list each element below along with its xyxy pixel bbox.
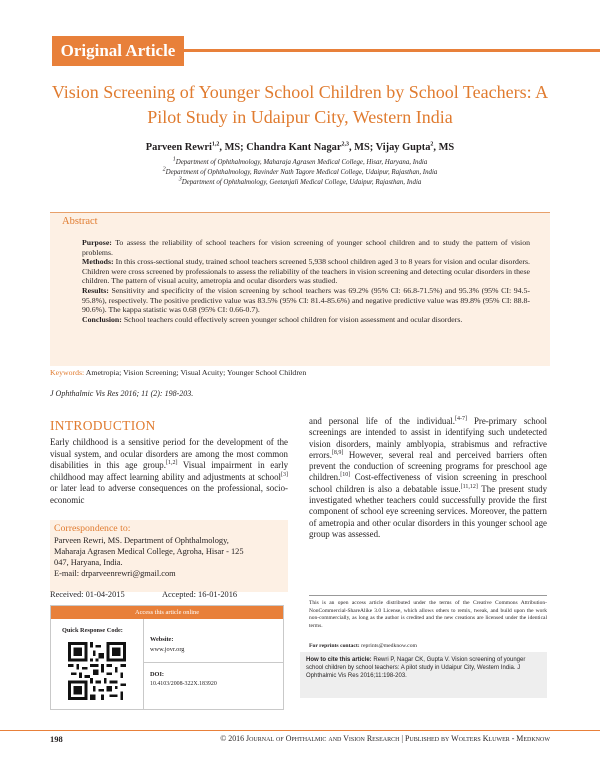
how-to-cite-box bbox=[300, 652, 547, 698]
how-to-cite-body: Rewri P, Nagar CK, Gupta V. Vision screening of younger school children by school teachers: A pilot study in Udaipur City, Western India. J Ophthalmic Vis Res 2016;11:198-203. bbox=[306, 657, 526, 680]
reference-marker: [8,9] bbox=[331, 449, 344, 456]
doi-link[interactable]: 10.4103/2008-322X.183920 bbox=[150, 681, 217, 687]
correspondence-heading: Correspondence to: bbox=[54, 523, 131, 534]
journal-citation: J Ophthalmic Vis Res 2016; 11 (2): 198-203. bbox=[50, 389, 194, 398]
results-text: Sensitivity and specificity of the vision screening by school teachers was 69.2% (95% CI: 66.8-71.5%) and 95.3% (95% CI: 94.5-95.8%), respectively. The positive predictive value was 83.5% (95% CI: 81.4-85.6%) and negative predictive value was 89.8% (95% CI: 88.8-90.6%). The kappa statistic was 0.68 (95% CI: 0.66-0.7). bbox=[82, 285, 530, 315]
affiliation-sup: 1 bbox=[172, 156, 176, 163]
author-name: Parveen Rewri bbox=[145, 142, 212, 153]
author-degree: , MS; bbox=[219, 142, 247, 153]
purpose-label: Purpose: bbox=[82, 238, 112, 247]
reference-marker: [10] bbox=[340, 472, 351, 479]
reference-marker: [3] bbox=[281, 471, 288, 478]
intro-text: However, several real and perceived barriers often prevent the conduction of screening programs for preschool age children. bbox=[309, 449, 547, 483]
correspondence-body bbox=[54, 535, 286, 579]
header-rule bbox=[184, 49, 600, 52]
introduction-paragraph bbox=[50, 437, 288, 507]
methods-text: In this cross-sectional study, trained school teachers screened 5,938 school children aged 3 to 8 years for vision and ocular disorders. Children were cross screened by professionals to assess the reliability of the teachers in vision screening and detecting ocular disorders in these children. The pattern of visual acuity, ametropia and ocular disorders was studied. bbox=[82, 257, 530, 286]
affiliation-text: Department of Ophthalmology, Maharaja Agrasen Medical College, Hisar, Haryana, India bbox=[175, 159, 428, 166]
how-to-cite-label: How to cite this article: bbox=[306, 657, 372, 663]
received-date: Received: 01-04-2015 bbox=[50, 590, 125, 599]
keywords-text: Ametropia; Vision Screening; Visual Acuity; Younger School Children bbox=[85, 368, 307, 377]
intro-text: Visual impairment in early childhood may affect learning ability and adjustments at school bbox=[50, 460, 289, 482]
author-name: Vijay Gupta bbox=[375, 142, 431, 153]
conclusion-label: Conclusion: bbox=[82, 314, 122, 324]
affiliation bbox=[40, 168, 560, 178]
correspondence-email: E-mail: drparveenrewri@gmail.com bbox=[54, 569, 176, 578]
affiliation-list bbox=[40, 158, 560, 188]
online-access-box bbox=[50, 605, 284, 710]
open-access-notice: This is an open access article distributed under the terms of the Creative Commons Attribution-NonCommercial-ShareAlike 3.0 License, which allows others to remix, tweak, and build upon the work non-commercially, as long as the author is credited and the new creations are licensed under the identical terms. bbox=[309, 600, 547, 629]
author-list bbox=[40, 142, 560, 153]
affiliation bbox=[40, 158, 560, 168]
correspondence-box bbox=[50, 520, 288, 592]
article-type-badge: Original Article bbox=[52, 36, 184, 66]
abstract-panel bbox=[50, 212, 550, 366]
reference-marker: [4-7] bbox=[455, 416, 467, 423]
correspondence-line: Parveen Rewri, MS. Department of Ophthalmology, bbox=[54, 536, 229, 545]
affiliation bbox=[40, 178, 560, 188]
author-affil-sup: 2,3 bbox=[341, 141, 349, 148]
doi-label: DOI: bbox=[150, 671, 164, 678]
results-label: Results: bbox=[82, 285, 109, 295]
box-divider bbox=[143, 662, 283, 663]
keywords-label: Keywords: bbox=[50, 368, 85, 377]
correspondence-line: Maharaja Agrasen Medical College, Agroha, Hisar - 125 bbox=[54, 547, 244, 556]
affiliation-sup: 3 bbox=[178, 176, 182, 183]
box-divider bbox=[143, 619, 144, 709]
introduction-heading: INTRODUCTION bbox=[50, 418, 156, 433]
website-link[interactable]: www.jovr.org bbox=[150, 646, 185, 653]
qr-code-icon[interactable] bbox=[68, 642, 126, 700]
author-degree: , MS bbox=[433, 142, 455, 153]
reprints-email[interactable]: reprints@medknow.com bbox=[361, 643, 417, 649]
keywords bbox=[50, 368, 550, 377]
intro-text: Cost-effectiveness of vision screening in preschool school children is also a debatable issue. bbox=[309, 472, 547, 494]
abstract-results bbox=[82, 286, 530, 315]
footnote-rule bbox=[309, 595, 547, 596]
author-name: Chandra Kant Nagar bbox=[246, 142, 342, 153]
abstract-methods bbox=[82, 257, 530, 286]
intro-text: Early childhood is a sensitive period for the development of the visual system, and ocular disorders are among the most common disabilities in this age group. bbox=[50, 437, 288, 471]
correspondence-line: 047, Haryana, India. bbox=[54, 558, 123, 567]
footer-rule bbox=[0, 730, 600, 731]
abstract-body bbox=[82, 238, 530, 324]
reference-marker: [1,2] bbox=[165, 460, 178, 467]
introduction-paragraph bbox=[309, 416, 547, 540]
how-to-cite-text bbox=[306, 656, 541, 681]
website-label: Website: bbox=[150, 636, 174, 643]
author-affil-sup: 1,2 bbox=[211, 141, 220, 148]
reprints-label: For reprints contact: bbox=[309, 643, 360, 649]
abstract-purpose bbox=[82, 238, 530, 257]
methods-label: Methods: bbox=[82, 257, 114, 267]
intro-text: and personal life of the individual. bbox=[309, 416, 455, 426]
page-number: 198 bbox=[50, 734, 63, 744]
reference-marker: [11,12] bbox=[460, 483, 478, 490]
purpose-text: To assess the reliability of school teachers for vision screening of younger school children and to study the pattern of vision problems. bbox=[82, 238, 531, 257]
affiliation-text: Department of Ophthalmology, Geetanjali Medical College, Udaipur, Rajasthan, India bbox=[181, 179, 422, 186]
reprints-contact bbox=[309, 643, 417, 649]
author-affil-sup: 2 bbox=[430, 141, 434, 148]
author-degree: , MS; bbox=[348, 142, 376, 153]
abstract-heading: Abstract bbox=[62, 216, 98, 227]
affiliation-text: Department of Ophthalmology, Ravinder Nath Tagore Medical College, Udaipur, Rajasthan, India bbox=[165, 169, 438, 176]
abstract-conclusion bbox=[82, 315, 530, 325]
qr-label: Quick Response Code: bbox=[62, 627, 123, 634]
intro-text: Pre-primary school screenings are intended to assist in identifying such undetected vision disorders, mainly amblyopia, strabismus and refractive errors. bbox=[309, 416, 547, 460]
affiliation-sup: 2 bbox=[162, 166, 166, 173]
intro-text: The present study investigated whether teachers could successfully provide the first component of school eye screening services. Moreover, the pattern of ametropia and other ocular disorders in this younger school age group was assessed. bbox=[309, 483, 548, 539]
article-title: Vision Screening of Younger School Children by School Teachers: A Pilot Study in Udaipur City, Western India bbox=[51, 82, 549, 127]
accepted-date: Accepted: 16-01-2016 bbox=[162, 590, 238, 599]
intro-text: or later lead to adverse consequences on the professional, socio-economic bbox=[50, 483, 288, 505]
footer-text: © 2016 Journal of Ophthalmic and Vision Research | Published by Wolters Kluwer - Medknow bbox=[220, 734, 550, 743]
conclusion-text: School teachers could effectively screen younger school children for vision assessment and ocular disorders. bbox=[123, 314, 463, 324]
access-box-header: Access this article online bbox=[51, 606, 283, 619]
article-dates bbox=[50, 590, 288, 600]
